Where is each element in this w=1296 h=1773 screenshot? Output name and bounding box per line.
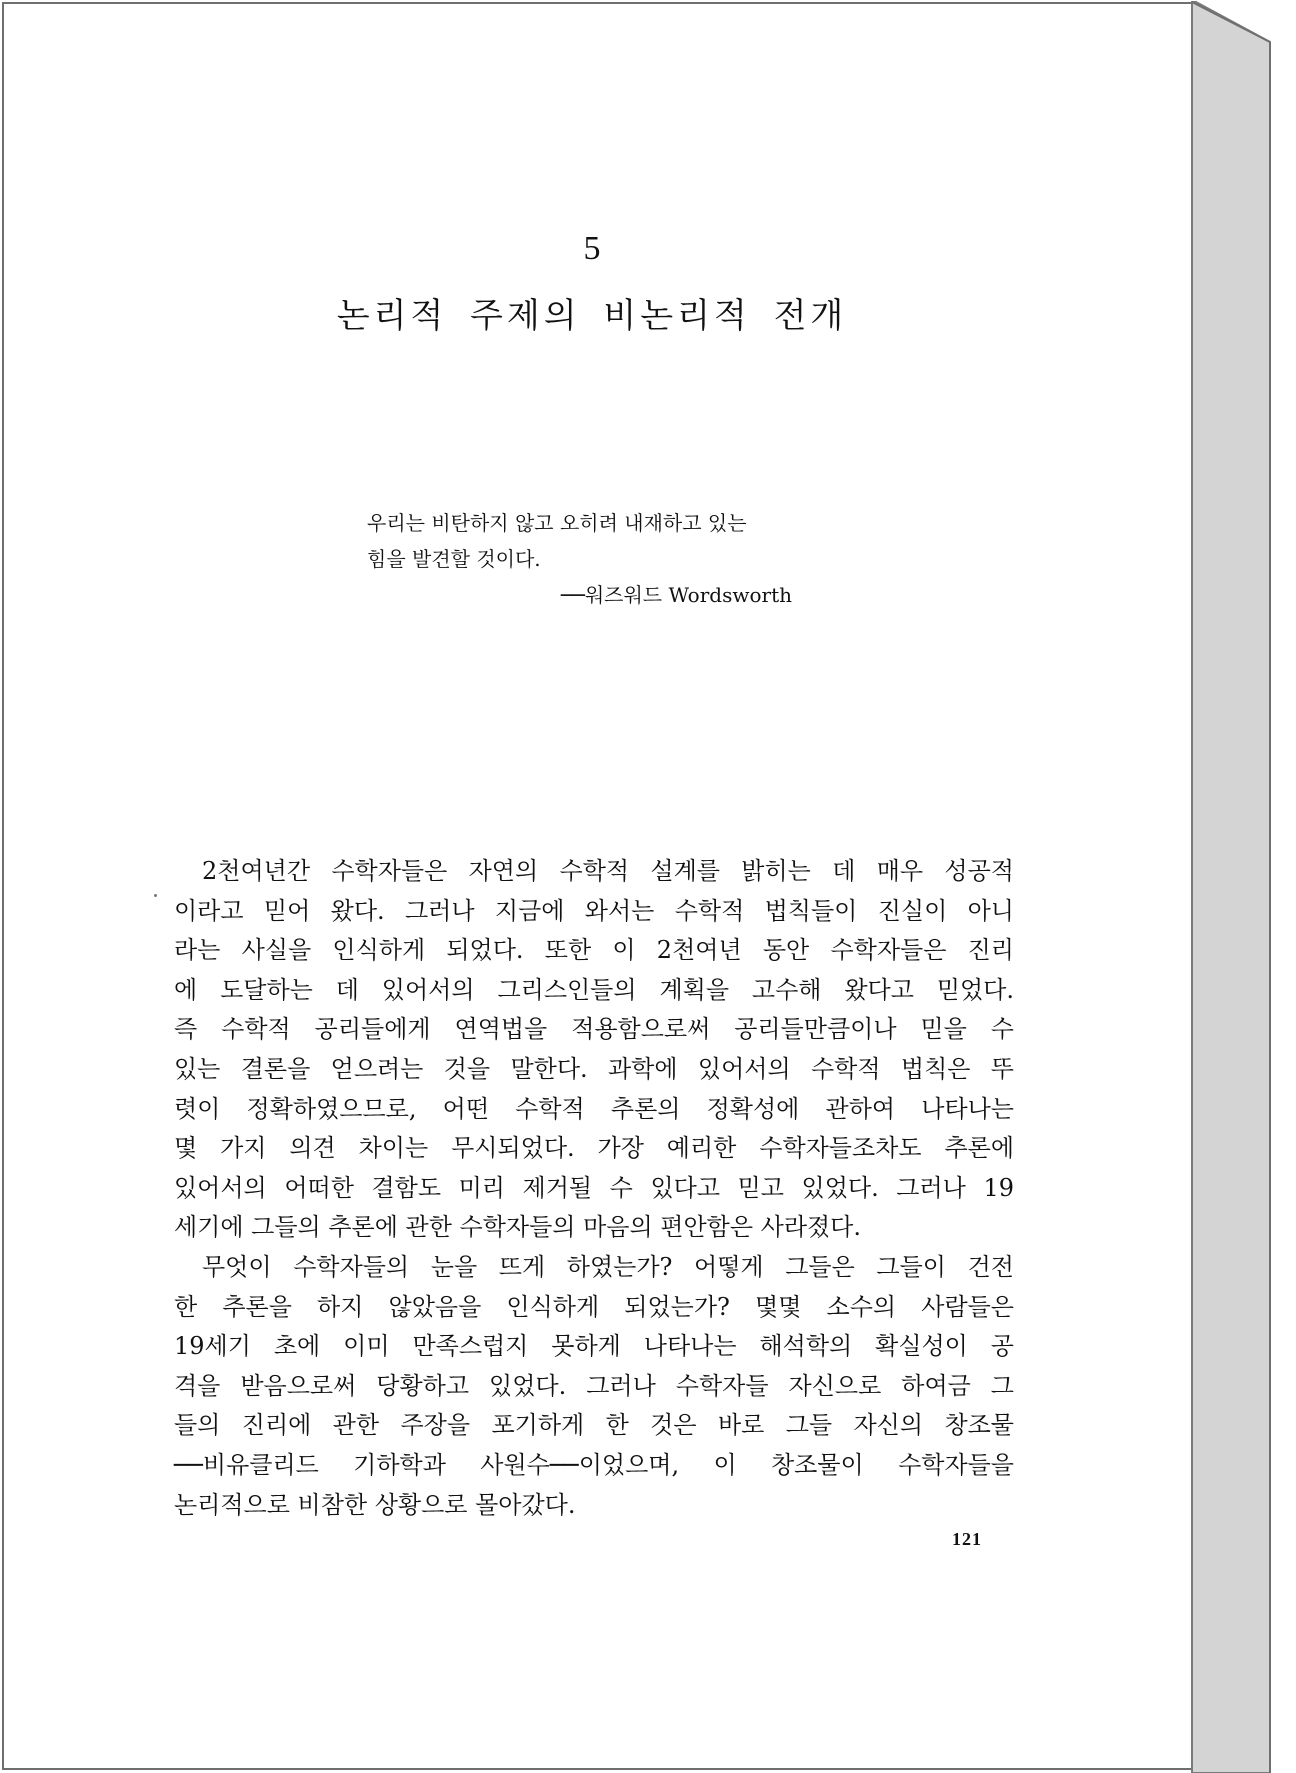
body-line: 렷이 정확하였으므로, 어떤 수학적 추론의 정확성에 관하여 나타나는 bbox=[174, 1094, 1014, 1123]
body-line: 들의 진리에 관한 주장을 포기하게 한 것은 바로 그들 자신의 창조물 bbox=[174, 1411, 1014, 1440]
body-line: 19세기 초에 이미 만족스럽지 못하게 나타나는 해석학의 확실성이 공 bbox=[174, 1332, 1014, 1361]
body-line: 논리적으로 비참한 상황으로 몰아갔다. bbox=[174, 1490, 576, 1519]
body-line: 무엇이 수학자들의 눈을 뜨게 하였는가? 어떻게 그들은 그들이 건전 bbox=[202, 1252, 1014, 1281]
epigraph-line: 힘을 발견할 것이다. bbox=[367, 547, 541, 571]
body-line: 몇 가지 의견 차이는 무시되었다. 가장 예리한 수학자들조차도 추론에 bbox=[174, 1134, 1014, 1163]
page bbox=[2, 2, 1194, 1770]
body-text bbox=[174, 852, 1014, 1525]
chapter-title: 논리적 주제의 비논리적 전개 bbox=[336, 296, 848, 336]
book-top-edge bbox=[1192, 2, 1270, 42]
chapter-number: 5 bbox=[583, 230, 601, 267]
body-line: 에 도달하는 데 있어서의 그리스인들의 계획을 고수해 왔다고 믿었다. bbox=[174, 975, 1014, 1004]
body-line: 한 추론을 하지 않았음을 인식하게 되었는가? 몇몇 소수의 사람들은 bbox=[174, 1292, 1014, 1321]
body-line: 있는 결론을 얻으려는 것을 말한다. 과학에 있어서의 수학적 법칙은 뚜 bbox=[174, 1054, 1014, 1083]
epigraph bbox=[367, 505, 827, 613]
book-side-face bbox=[1192, 2, 1270, 1773]
body-line: 2천여년간 수학자들은 자연의 수학적 설계를 밝히는 데 매우 성공적 bbox=[202, 857, 1014, 885]
epigraph-attribution: ──워즈워드 Wordsworth bbox=[560, 583, 792, 607]
page-number: 121 bbox=[952, 1529, 982, 1549]
body-line: 세기에 그들의 추론에 관한 수학자들의 마음의 편안함은 사라졌다. bbox=[174, 1213, 861, 1242]
body-line: 라는 사실을 인식하게 되었다. 또한 이 2천여년 동안 수학자들은 진리 bbox=[174, 936, 1014, 965]
body-line: 격을 받음으로써 당황하고 있었다. 그러나 수학자들 자신으로 하여금 그 bbox=[174, 1371, 1014, 1400]
body-line: ──비유클리드 기하학과 사원수──이었으며, 이 창조물이 수학자들을 bbox=[174, 1450, 1014, 1479]
body-line: 이라고 믿어 왔다. 그러나 지금에 와서는 수학적 법칙들이 진실이 아니 bbox=[174, 896, 1014, 925]
epigraph-line: 우리는 비탄하지 않고 오히려 내재하고 있는 bbox=[367, 511, 747, 535]
body-line: 있어서의 어떠한 결함도 미리 제거될 수 있다고 믿고 있었다. 그러나 19 bbox=[174, 1173, 1014, 1202]
body-line: 즉 수학적 공리들에게 연역법을 적용함으로써 공리들만큼이나 믿을 수 bbox=[174, 1015, 1014, 1044]
scan-speck bbox=[154, 894, 157, 897]
